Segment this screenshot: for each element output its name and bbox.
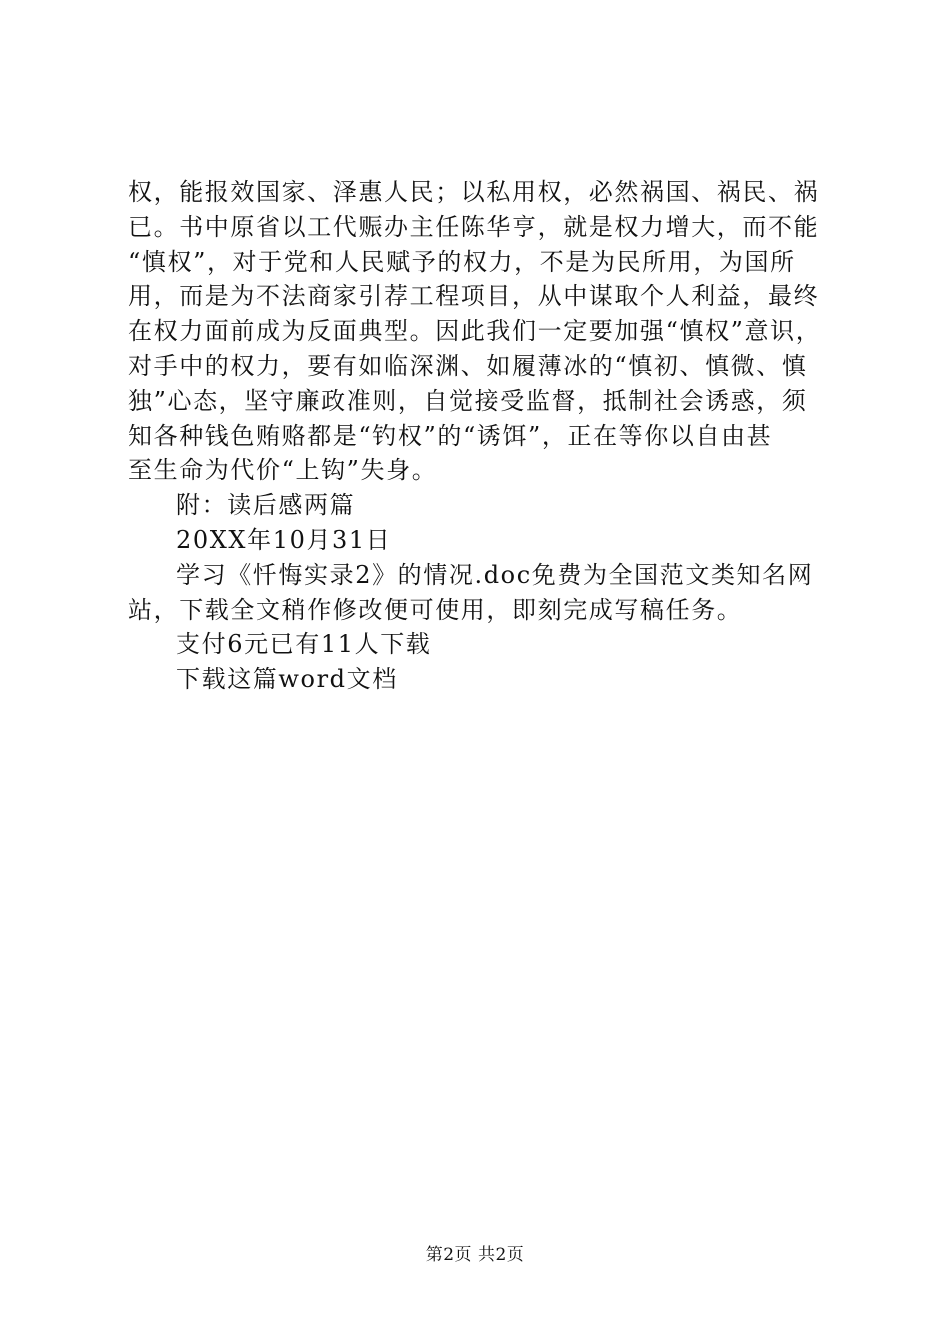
paragraph-line: 独”心态，坚守廉政准则，自觉接受监督，抵制社会诱惑，须 [128, 386, 808, 415]
paragraph-line: 用，而是为不法商家引荐工程项目，从中谋取个人利益，最终 [128, 282, 820, 311]
paragraph-line: 对手中的权力，要有如临深渊、如履薄冰的“慎初、慎微、慎 [128, 351, 808, 380]
paragraph-line: 在权力面前成为反面典型。因此我们一定要加强“慎权”意识， [128, 317, 822, 346]
download-note-line: 学习《忏悔实录2》的情况.doc免费为全国范文类知名网 [176, 560, 814, 589]
paragraph-line: 已。书中原省以工代赈办主任陈华亨，就是权力增大，而不能 [128, 212, 820, 241]
document-body [128, 175, 848, 697]
paragraph-line: 至生命为代价“上钩”失身。 [128, 456, 438, 485]
download-word-link[interactable]: 下载这篇word文档 [176, 665, 398, 694]
paragraph-line: “慎权”，对于党和人民赋予的权力，不是为民所用，为国所 [128, 247, 796, 276]
page-number-footer: 第2页 共2页 [425, 1245, 525, 1265]
download-note-line: 站，下载全文稍作修改便可使用，即刻完成写稿任务。 [128, 595, 743, 624]
paragraph-line: 知各种钱色贿赂都是“钓权”的“诱饵”，正在等你以自由甚 [128, 421, 773, 450]
paragraph-line: 权，能报效国家、泽惠人民；以私用权，必然祸国、祸民、祸 [128, 178, 820, 206]
document-date: 20XX年10月31日 [176, 525, 392, 554]
payment-note: 支付6元已有11人下载 [176, 630, 432, 659]
appendix-label: 附：读后感两篇 [176, 491, 356, 520]
